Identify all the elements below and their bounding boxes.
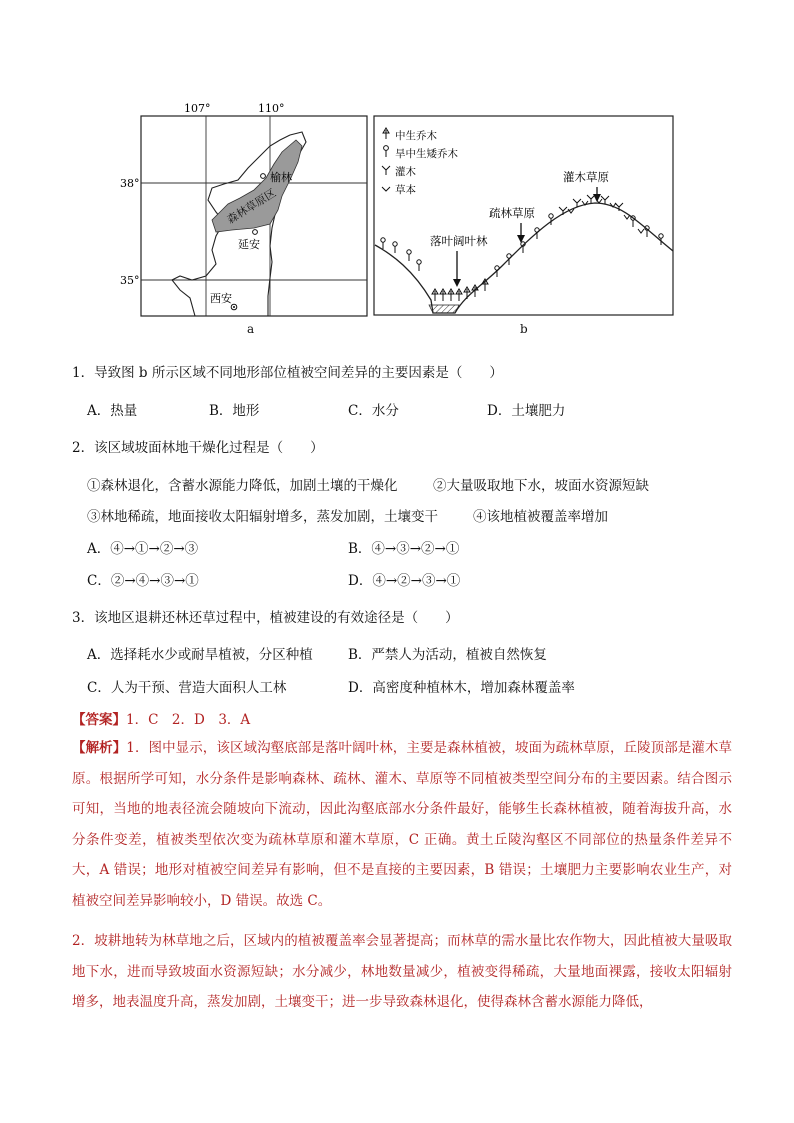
city-xian: 西安: [210, 292, 232, 305]
label-shrub-steppe: 灌木草原: [563, 170, 609, 184]
q3-stem: 3．该地区退耕还林还草过程中，植被建设的有效途径是（ ）: [72, 610, 459, 626]
q2-statement-1: ①森林退化，含蓄水源能力降低，加剧土壤的干燥化: [87, 478, 398, 494]
lat-35-label: 35°: [120, 274, 140, 287]
figure-a-caption: a: [247, 322, 255, 336]
yanan-marker: [253, 230, 258, 235]
lon-107-label: 107°: [184, 102, 211, 115]
q1-stem: 1．导致图 b 所示区域不同地形部位植被空间差异的主要因素是（ ）: [72, 365, 503, 381]
q1-option-d: D．土壤肥力: [487, 403, 566, 419]
answer-line: [72, 708, 250, 728]
analysis-text-1: 1．图中显示，该区域沟壑底部是落叶阔叶林，主要是森林植被，坡面为疏林草原，丘陵顶部是灌木草原。根据所学可知，水分条件是影响森林、疏林、灌木、草原等不同植被类型空间分布的主要因素。结合图示可知，当地的地表径流会随坡向下流动，因此沟壑底部水分条件最好，能够生长森林植被，随着海拔升高，水分条件变差，植被类型依次变为疏林草原和灌木草原，C 正确。黄土丘陵沟壑区不同部位的热量条件差异不大，A 错误；地形对植被空间差异有影响，但不是直接的主要因素，B 错误；土壤肥力主要影响农业生产，对植被空间差异影响较小，D 错误。故选 C。: [72, 740, 733, 909]
valley-water: [429, 305, 459, 313]
q2-option-b: B．④→③→②→①: [348, 541, 460, 557]
q2-option-d: D．④→②→③→①: [348, 573, 461, 589]
analysis-label: 【解析】: [72, 740, 127, 756]
lat-38-label: 38°: [120, 177, 140, 190]
q3-option-d: D．高密度种植林木，增加森林覆盖率: [348, 680, 575, 696]
region-label: 森林草原区: [224, 186, 279, 227]
q2-stem: 2．该区域坡面林地干燥化过程是（ ）: [72, 440, 324, 456]
q2-option-a: A．④→①→②→③: [87, 541, 199, 557]
legend-label-xeromesophyte: 旱中生矮乔木: [395, 148, 458, 160]
figure-b-caption: b: [520, 322, 528, 336]
yulin-marker: [261, 174, 266, 179]
q1-option-a: A．热量: [87, 403, 138, 419]
label-deciduous-forest: 落叶阔叶林: [430, 234, 488, 248]
q3-option-c: C．人为干预、营造大面积人工林: [87, 680, 287, 696]
lon-110-label: 110°: [258, 102, 285, 115]
xian-marker-dot: [233, 306, 235, 308]
legend-label-mesophyte: 中生乔木: [395, 130, 437, 142]
q3-option-a: A．选择耗水少或耐旱植被，分区种植: [87, 647, 313, 663]
label-sparse-steppe: 疏林草原: [489, 206, 535, 220]
q1-option-b: B．地形: [209, 403, 260, 419]
q2-statement-2: ②大量吸取地下水，坡面水资源短缺: [433, 478, 649, 494]
q3-option-b: B．严禁人为活动，植被自然恢复: [348, 647, 547, 663]
q2-statement-4: ④该地植被覆盖率增加: [473, 509, 608, 525]
city-yulin: 榆林: [270, 171, 292, 184]
figure-b-profile: [373, 115, 676, 318]
analysis-paragraph-1: [72, 733, 732, 916]
legend-label-shrub: 灌木: [395, 166, 416, 178]
q1-option-c: C．水分: [348, 403, 399, 419]
figure-a-map: [120, 100, 370, 328]
answer-text: 1．C 2．D 3．A: [126, 712, 251, 728]
analysis-paragraph-2: 2．坡耕地转为林草地之后，区域内的植被覆盖率会显著提高；而林草的需水量比农作物大，因此植被大量吸取地下水，进而导致坡面水资源短缺；水分减少，林地数量减少，植被变得稀疏，大量地面裸露，接收太阳辐射增多，地表温度升高，蒸发加剧，土壤变干；进一步导致森林退化，使得森林含蓄水源能力降低，: [72, 933, 732, 1010]
q2-option-c: C．②→④→③→①: [87, 573, 199, 589]
city-yanan: 延安: [238, 238, 260, 251]
answer-label: 【答案】: [72, 712, 126, 728]
legend-label-herb: 草本: [395, 184, 416, 196]
q2-statement-3: ③林地稀疏，地面接收太阳辐射增多，蒸发加剧，土壤变干: [87, 509, 438, 525]
